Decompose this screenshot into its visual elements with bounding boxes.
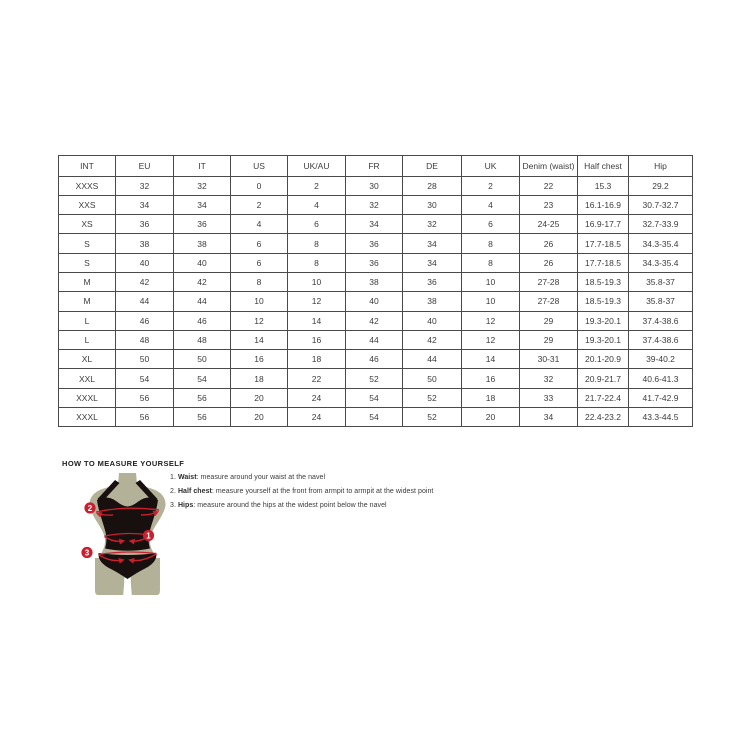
table-cell: 24 bbox=[288, 408, 346, 427]
measure-step-label: Hips bbox=[177, 502, 194, 510]
table-cell: 44 bbox=[346, 330, 403, 349]
table-cell: 12 bbox=[231, 311, 288, 330]
measure-guide-title: HOW TO MEASURE YOURSELF bbox=[62, 459, 185, 468]
table-cell: 21.7-22.4 bbox=[578, 388, 629, 407]
svg-text:2: 2 bbox=[87, 503, 93, 513]
table-cell: 6 bbox=[462, 215, 520, 234]
table-cell: 40 bbox=[346, 292, 403, 311]
table-cell: 36 bbox=[346, 234, 403, 253]
table-cell: 38 bbox=[174, 234, 231, 253]
column-header: FR bbox=[346, 156, 403, 177]
size-chart-table bbox=[58, 155, 693, 427]
table-cell: 44 bbox=[403, 350, 462, 369]
table-cell: 34 bbox=[174, 195, 231, 214]
waist-marker-badge bbox=[143, 530, 154, 541]
table-cell: 24-25 bbox=[520, 215, 578, 234]
table-cell: 50 bbox=[403, 369, 462, 388]
column-header: UK/AU bbox=[288, 156, 346, 177]
table-cell: 38 bbox=[346, 272, 403, 291]
table-row bbox=[59, 350, 693, 369]
table-row bbox=[59, 234, 693, 253]
table-cell: 8 bbox=[462, 253, 520, 272]
table-cell: 12 bbox=[462, 311, 520, 330]
table-cell: 34 bbox=[520, 408, 578, 427]
table-cell: XXXS bbox=[59, 176, 116, 195]
table-cell: 54 bbox=[346, 388, 403, 407]
table-cell: 40 bbox=[116, 253, 174, 272]
table-row bbox=[59, 388, 693, 407]
table-cell: 52 bbox=[403, 408, 462, 427]
hips-marker-badge bbox=[81, 547, 92, 558]
table-row bbox=[59, 311, 693, 330]
table-cell: 46 bbox=[346, 350, 403, 369]
table-cell: 30 bbox=[346, 176, 403, 195]
table-cell: 10 bbox=[462, 272, 520, 291]
table-cell: 19.3-20.1 bbox=[578, 330, 629, 349]
table-cell: 32 bbox=[520, 369, 578, 388]
table-cell: 10 bbox=[462, 292, 520, 311]
table-cell: 28 bbox=[403, 176, 462, 195]
table-cell: 29 bbox=[520, 311, 578, 330]
column-header: INT bbox=[59, 156, 116, 177]
table-row bbox=[59, 253, 693, 272]
table-cell: M bbox=[59, 292, 116, 311]
svg-text:3: 3 bbox=[84, 548, 90, 558]
table-cell: 6 bbox=[231, 234, 288, 253]
table-cell: 48 bbox=[174, 330, 231, 349]
table-cell: 42 bbox=[403, 330, 462, 349]
table-cell: 36 bbox=[346, 253, 403, 272]
table-cell: 52 bbox=[403, 388, 462, 407]
measure-step-text: : measure around the hips at the widest point below the navel bbox=[193, 502, 387, 510]
measure-step-number: 3. bbox=[170, 502, 178, 510]
table-cell: 22 bbox=[520, 176, 578, 195]
table-cell: 34 bbox=[403, 253, 462, 272]
table-cell: 12 bbox=[462, 330, 520, 349]
table-cell: 34 bbox=[403, 234, 462, 253]
measure-step bbox=[170, 502, 433, 509]
table-cell: 32.7-33.9 bbox=[629, 215, 693, 234]
table-cell: XXXL bbox=[59, 408, 116, 427]
column-header: US bbox=[231, 156, 288, 177]
table-row bbox=[59, 330, 693, 349]
table-cell: 16 bbox=[231, 350, 288, 369]
table-cell: 32 bbox=[174, 176, 231, 195]
table-cell: 4 bbox=[288, 195, 346, 214]
table-cell: 4 bbox=[462, 195, 520, 214]
table-cell: 19.3-20.1 bbox=[578, 311, 629, 330]
table-cell: 20 bbox=[462, 408, 520, 427]
table-cell: 17.7-18.5 bbox=[578, 234, 629, 253]
table-cell: 56 bbox=[116, 408, 174, 427]
table-cell: 34.3-35.4 bbox=[629, 234, 693, 253]
table-cell: 39-40.2 bbox=[629, 350, 693, 369]
table-cell: 34 bbox=[116, 195, 174, 214]
table-cell: 37.4-38.6 bbox=[629, 311, 693, 330]
table-cell: 8 bbox=[231, 272, 288, 291]
table-cell: 18.5-19.3 bbox=[578, 292, 629, 311]
table-cell: 54 bbox=[174, 369, 231, 388]
table-cell: 29.2 bbox=[629, 176, 693, 195]
table-cell: 40 bbox=[403, 311, 462, 330]
table-row bbox=[59, 176, 693, 195]
measure-step-number: 2. bbox=[170, 488, 178, 496]
table-cell: 2 bbox=[288, 176, 346, 195]
table-cell: 35.8-37 bbox=[629, 272, 693, 291]
table-cell: 10 bbox=[288, 272, 346, 291]
table-cell: 43.3-44.5 bbox=[629, 408, 693, 427]
column-header: Half chest bbox=[578, 156, 629, 177]
table-cell: 36 bbox=[403, 272, 462, 291]
table-row bbox=[59, 195, 693, 214]
table-cell: 41.7-42.9 bbox=[629, 388, 693, 407]
table-cell: 30.7-32.7 bbox=[629, 195, 693, 214]
table-cell: 8 bbox=[462, 234, 520, 253]
table-row bbox=[59, 408, 693, 427]
table-cell: 18 bbox=[231, 369, 288, 388]
measurement-figure bbox=[73, 472, 178, 598]
measure-step bbox=[170, 488, 433, 495]
table-cell: 56 bbox=[174, 408, 231, 427]
measure-step-number: 1. bbox=[170, 474, 178, 481]
table-cell: 38 bbox=[116, 234, 174, 253]
table-cell: 44 bbox=[174, 292, 231, 311]
table-cell: 16.1-16.9 bbox=[578, 195, 629, 214]
measure-step-text: : measure around your waist at the navel bbox=[196, 474, 326, 481]
table-row bbox=[59, 369, 693, 388]
table-cell: L bbox=[59, 330, 116, 349]
table-cell: 22 bbox=[288, 369, 346, 388]
table-cell: 2 bbox=[462, 176, 520, 195]
half-chest-marker-badge bbox=[84, 502, 95, 513]
table-cell: 18.5-19.3 bbox=[578, 272, 629, 291]
table-cell: 36 bbox=[174, 215, 231, 234]
table-cell: 32 bbox=[116, 176, 174, 195]
table-cell: 15.3 bbox=[578, 176, 629, 195]
table-cell: 52 bbox=[346, 369, 403, 388]
table-cell: 29 bbox=[520, 330, 578, 349]
mannequin-illustration bbox=[73, 472, 178, 598]
table-cell: 2 bbox=[231, 195, 288, 214]
table-cell: 36 bbox=[116, 215, 174, 234]
table-header-row bbox=[59, 156, 693, 177]
table-cell: 0 bbox=[231, 176, 288, 195]
table-cell: 42 bbox=[346, 311, 403, 330]
table-cell: 54 bbox=[346, 408, 403, 427]
table-cell: 18 bbox=[462, 388, 520, 407]
table-cell: 34.3-35.4 bbox=[629, 253, 693, 272]
column-header: IT bbox=[174, 156, 231, 177]
table-cell: XXXL bbox=[59, 388, 116, 407]
table-cell: 8 bbox=[288, 234, 346, 253]
table-cell: 54 bbox=[116, 369, 174, 388]
table-cell: 48 bbox=[116, 330, 174, 349]
table-cell: XXL bbox=[59, 369, 116, 388]
table-cell: 32 bbox=[346, 195, 403, 214]
table-cell: 37.4-38.6 bbox=[629, 330, 693, 349]
table-cell: 14 bbox=[231, 330, 288, 349]
measure-steps-list bbox=[170, 474, 433, 517]
table-cell: 56 bbox=[174, 388, 231, 407]
table-cell: 27-28 bbox=[520, 272, 578, 291]
column-header: Hip bbox=[629, 156, 693, 177]
table-cell: 24 bbox=[288, 388, 346, 407]
table-cell: 27-28 bbox=[520, 292, 578, 311]
table-cell: 17.7-18.5 bbox=[578, 253, 629, 272]
table-cell: L bbox=[59, 311, 116, 330]
table-cell: 34 bbox=[346, 215, 403, 234]
table-cell: 20 bbox=[231, 408, 288, 427]
table-cell: XXS bbox=[59, 195, 116, 214]
measure-step-label: Half chest bbox=[177, 488, 212, 496]
table-cell: 30-31 bbox=[520, 350, 578, 369]
table-cell: 42 bbox=[116, 272, 174, 291]
table-row bbox=[59, 215, 693, 234]
table-cell: 50 bbox=[174, 350, 231, 369]
column-header: Denim (waist) bbox=[520, 156, 578, 177]
column-header: DE bbox=[403, 156, 462, 177]
table-cell: 10 bbox=[231, 292, 288, 311]
measure-step-label: Waist bbox=[177, 474, 197, 481]
table-cell: 14 bbox=[288, 311, 346, 330]
table-cell: 33 bbox=[520, 388, 578, 407]
table-cell: 38 bbox=[403, 292, 462, 311]
table-cell: 20 bbox=[231, 388, 288, 407]
table-cell: 56 bbox=[116, 388, 174, 407]
table-cell: 6 bbox=[288, 215, 346, 234]
table-cell: 42 bbox=[174, 272, 231, 291]
svg-text:1: 1 bbox=[146, 531, 151, 541]
table-cell: XS bbox=[59, 215, 116, 234]
table-cell: 6 bbox=[231, 253, 288, 272]
table-cell: 26 bbox=[520, 234, 578, 253]
table-cell: 40 bbox=[174, 253, 231, 272]
table-cell: M bbox=[59, 272, 116, 291]
table-cell: 23 bbox=[520, 195, 578, 214]
table-cell: 14 bbox=[462, 350, 520, 369]
table-cell: 16 bbox=[288, 330, 346, 349]
table-cell: S bbox=[59, 253, 116, 272]
table-cell: 32 bbox=[403, 215, 462, 234]
table-cell: 16.9-17.7 bbox=[578, 215, 629, 234]
table-cell: 40.6-41.3 bbox=[629, 369, 693, 388]
table-cell: 8 bbox=[288, 253, 346, 272]
table-cell: 30 bbox=[403, 195, 462, 214]
measure-step-text: : measure yourself at the front from armpit to armpit at the widest point bbox=[211, 488, 434, 496]
table-cell: 26 bbox=[520, 253, 578, 272]
table-cell: 4 bbox=[231, 215, 288, 234]
table-cell: 46 bbox=[174, 311, 231, 330]
table-cell: 35.8-37 bbox=[629, 292, 693, 311]
table-cell: 12 bbox=[288, 292, 346, 311]
table-cell: XL bbox=[59, 350, 116, 369]
column-header: EU bbox=[116, 156, 174, 177]
column-header: UK bbox=[462, 156, 520, 177]
table-cell: 16 bbox=[462, 369, 520, 388]
table-row bbox=[59, 272, 693, 291]
table-cell: 20.1-20.9 bbox=[578, 350, 629, 369]
table-cell: 22.4-23.2 bbox=[578, 408, 629, 427]
table-cell: 46 bbox=[116, 311, 174, 330]
table-row bbox=[59, 292, 693, 311]
table-cell: 18 bbox=[288, 350, 346, 369]
table-cell: 20.9-21.7 bbox=[578, 369, 629, 388]
table-cell: S bbox=[59, 234, 116, 253]
table-cell: 50 bbox=[116, 350, 174, 369]
table-cell: 44 bbox=[116, 292, 174, 311]
measure-step bbox=[170, 474, 433, 481]
